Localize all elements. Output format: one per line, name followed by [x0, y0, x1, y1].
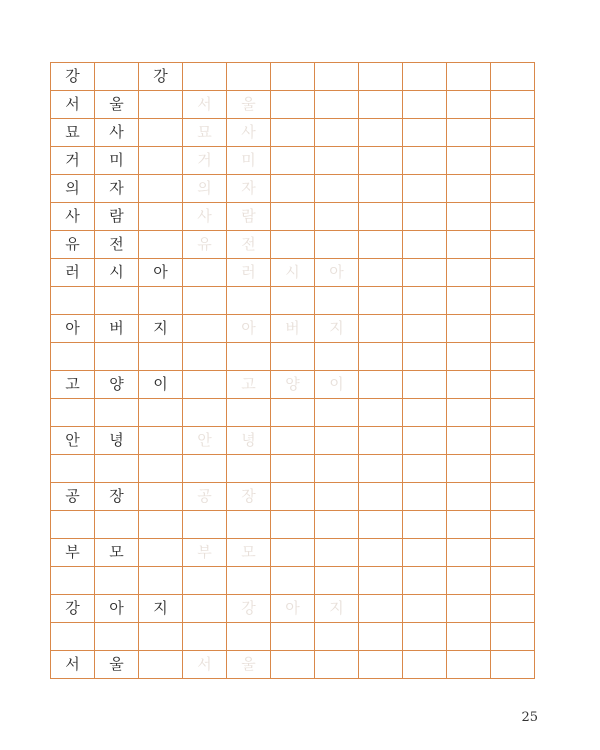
model-cell: 아 — [51, 315, 95, 343]
model-cell — [95, 511, 139, 539]
trace-cell — [447, 595, 491, 623]
trace-cell — [227, 511, 271, 539]
model-cell: 이 — [139, 371, 183, 399]
grid-row — [51, 287, 535, 315]
grid-row — [51, 511, 535, 539]
trace-cell — [447, 567, 491, 595]
trace-cell — [271, 567, 315, 595]
model-cell — [139, 567, 183, 595]
grid-row — [51, 623, 535, 651]
model-cell — [51, 511, 95, 539]
trace-cell — [491, 595, 535, 623]
trace-cell — [359, 91, 403, 119]
writing-practice-grid — [50, 62, 535, 679]
trace-cell — [491, 63, 535, 91]
model-cell: 유 — [51, 231, 95, 259]
trace-cell — [183, 315, 227, 343]
trace-cell — [491, 651, 535, 679]
grid-row — [51, 315, 535, 343]
model-cell — [95, 455, 139, 483]
trace-cell — [447, 623, 491, 651]
trace-cell — [271, 231, 315, 259]
trace-cell — [491, 259, 535, 287]
model-cell — [51, 567, 95, 595]
trace-cell — [359, 287, 403, 315]
trace-cell: 버 — [271, 315, 315, 343]
trace-cell — [359, 231, 403, 259]
grid-row — [51, 259, 535, 287]
model-cell — [95, 63, 139, 91]
model-cell: 강 — [139, 63, 183, 91]
trace-cell: 양 — [271, 371, 315, 399]
trace-cell — [315, 287, 359, 315]
trace-cell — [447, 231, 491, 259]
trace-cell — [491, 119, 535, 147]
trace-cell — [447, 175, 491, 203]
model-cell — [139, 651, 183, 679]
trace-cell: 거 — [183, 147, 227, 175]
trace-cell: 아 — [271, 595, 315, 623]
trace-cell: 지 — [315, 595, 359, 623]
grid-row — [51, 651, 535, 679]
grid-row — [51, 539, 535, 567]
model-cell — [95, 343, 139, 371]
model-cell: 서 — [51, 91, 95, 119]
trace-cell — [491, 371, 535, 399]
trace-cell — [491, 539, 535, 567]
trace-cell — [183, 399, 227, 427]
model-cell — [139, 91, 183, 119]
trace-cell — [403, 343, 447, 371]
grid-row — [51, 175, 535, 203]
trace-cell: 묘 — [183, 119, 227, 147]
model-cell — [51, 399, 95, 427]
model-cell — [95, 623, 139, 651]
trace-cell — [403, 147, 447, 175]
trace-cell — [183, 623, 227, 651]
trace-cell — [359, 595, 403, 623]
trace-cell — [447, 259, 491, 287]
trace-cell — [491, 343, 535, 371]
trace-cell — [359, 119, 403, 147]
trace-cell — [227, 287, 271, 315]
trace-cell — [315, 175, 359, 203]
trace-cell — [403, 91, 447, 119]
trace-cell — [403, 287, 447, 315]
trace-cell — [491, 287, 535, 315]
trace-cell — [271, 511, 315, 539]
trace-cell — [403, 483, 447, 511]
trace-cell — [271, 63, 315, 91]
grid-row — [51, 147, 535, 175]
grid-row — [51, 91, 535, 119]
model-cell — [95, 399, 139, 427]
model-cell — [139, 203, 183, 231]
trace-cell — [359, 427, 403, 455]
model-cell — [139, 427, 183, 455]
model-cell — [51, 287, 95, 315]
grid-row — [51, 427, 535, 455]
trace-cell — [359, 203, 403, 231]
model-cell — [51, 343, 95, 371]
trace-cell — [359, 483, 403, 511]
page-number: 25 — [521, 710, 538, 725]
trace-cell — [315, 623, 359, 651]
grid-row — [51, 231, 535, 259]
trace-cell — [315, 231, 359, 259]
trace-cell — [359, 399, 403, 427]
trace-cell — [447, 455, 491, 483]
trace-cell — [359, 651, 403, 679]
trace-cell — [403, 595, 447, 623]
trace-cell — [447, 287, 491, 315]
trace-cell — [491, 231, 535, 259]
trace-cell — [403, 259, 447, 287]
trace-cell — [403, 231, 447, 259]
trace-cell — [491, 399, 535, 427]
trace-cell — [491, 427, 535, 455]
trace-cell — [359, 63, 403, 91]
model-cell: 모 — [95, 539, 139, 567]
trace-cell — [183, 595, 227, 623]
model-cell: 장 — [95, 483, 139, 511]
grid-row — [51, 203, 535, 231]
model-cell: 강 — [51, 63, 95, 91]
model-cell: 러 — [51, 259, 95, 287]
model-cell — [139, 539, 183, 567]
model-cell: 사 — [51, 203, 95, 231]
model-cell — [139, 343, 183, 371]
grid-row — [51, 119, 535, 147]
model-cell: 울 — [95, 651, 139, 679]
trace-cell — [359, 511, 403, 539]
model-cell: 자 — [95, 175, 139, 203]
grid-row — [51, 595, 535, 623]
model-cell: 미 — [95, 147, 139, 175]
trace-cell: 공 — [183, 483, 227, 511]
trace-cell — [447, 483, 491, 511]
trace-cell — [315, 91, 359, 119]
trace-cell — [447, 343, 491, 371]
model-cell: 지 — [139, 595, 183, 623]
trace-cell — [447, 511, 491, 539]
trace-cell — [403, 175, 447, 203]
trace-cell — [403, 119, 447, 147]
trace-cell: 서 — [183, 91, 227, 119]
model-cell — [139, 399, 183, 427]
trace-cell: 녕 — [227, 427, 271, 455]
trace-cell — [271, 175, 315, 203]
trace-cell: 지 — [315, 315, 359, 343]
model-cell: 의 — [51, 175, 95, 203]
trace-cell — [183, 259, 227, 287]
grid-row — [51, 399, 535, 427]
model-cell: 사 — [95, 119, 139, 147]
trace-cell — [491, 147, 535, 175]
trace-cell — [183, 343, 227, 371]
trace-cell — [447, 427, 491, 455]
trace-cell — [315, 455, 359, 483]
grid-row — [51, 455, 535, 483]
trace-cell — [271, 539, 315, 567]
model-cell: 공 — [51, 483, 95, 511]
model-cell: 강 — [51, 595, 95, 623]
model-cell — [139, 287, 183, 315]
model-cell — [139, 483, 183, 511]
trace-cell: 부 — [183, 539, 227, 567]
trace-cell — [447, 119, 491, 147]
model-cell: 람 — [95, 203, 139, 231]
trace-cell — [271, 399, 315, 427]
trace-cell — [271, 623, 315, 651]
trace-cell — [403, 567, 447, 595]
trace-cell: 전 — [227, 231, 271, 259]
trace-cell — [403, 203, 447, 231]
trace-cell: 시 — [271, 259, 315, 287]
model-cell — [139, 455, 183, 483]
model-cell: 거 — [51, 147, 95, 175]
trace-cell — [403, 371, 447, 399]
trace-cell — [447, 315, 491, 343]
trace-cell — [359, 455, 403, 483]
trace-cell: 모 — [227, 539, 271, 567]
trace-cell — [491, 203, 535, 231]
trace-cell — [491, 455, 535, 483]
trace-cell — [271, 287, 315, 315]
trace-cell — [227, 343, 271, 371]
trace-cell — [403, 427, 447, 455]
trace-cell — [315, 399, 359, 427]
trace-cell: 사 — [183, 203, 227, 231]
model-cell: 지 — [139, 315, 183, 343]
trace-cell — [447, 147, 491, 175]
trace-cell — [227, 455, 271, 483]
model-cell — [51, 455, 95, 483]
trace-cell — [271, 455, 315, 483]
trace-cell — [315, 483, 359, 511]
trace-cell — [315, 539, 359, 567]
model-cell — [95, 287, 139, 315]
trace-cell — [403, 623, 447, 651]
trace-cell — [491, 175, 535, 203]
model-cell: 묘 — [51, 119, 95, 147]
trace-cell: 아 — [315, 259, 359, 287]
trace-cell — [447, 63, 491, 91]
trace-cell — [227, 567, 271, 595]
trace-cell — [359, 539, 403, 567]
trace-cell: 의 — [183, 175, 227, 203]
trace-cell — [403, 511, 447, 539]
trace-cell — [271, 203, 315, 231]
model-cell — [139, 511, 183, 539]
trace-cell — [491, 315, 535, 343]
trace-cell: 고 — [227, 371, 271, 399]
trace-cell — [359, 315, 403, 343]
trace-cell — [403, 651, 447, 679]
model-cell — [51, 623, 95, 651]
trace-cell — [447, 539, 491, 567]
trace-cell: 안 — [183, 427, 227, 455]
trace-cell — [403, 539, 447, 567]
trace-cell — [491, 567, 535, 595]
trace-cell — [315, 567, 359, 595]
trace-cell — [403, 399, 447, 427]
trace-cell: 서 — [183, 651, 227, 679]
trace-cell: 이 — [315, 371, 359, 399]
grid-row — [51, 483, 535, 511]
trace-cell: 울 — [227, 91, 271, 119]
trace-cell: 강 — [227, 595, 271, 623]
trace-cell — [359, 175, 403, 203]
trace-cell — [183, 567, 227, 595]
trace-cell — [271, 147, 315, 175]
trace-cell: 람 — [227, 203, 271, 231]
trace-cell — [359, 259, 403, 287]
trace-cell: 사 — [227, 119, 271, 147]
trace-cell: 장 — [227, 483, 271, 511]
trace-cell — [491, 623, 535, 651]
grid-row — [51, 63, 535, 91]
trace-cell — [271, 483, 315, 511]
trace-cell — [447, 399, 491, 427]
trace-cell — [447, 371, 491, 399]
trace-cell — [359, 147, 403, 175]
model-cell — [139, 623, 183, 651]
trace-cell — [183, 371, 227, 399]
trace-cell — [271, 343, 315, 371]
grid-row — [51, 567, 535, 595]
model-cell: 서 — [51, 651, 95, 679]
trace-cell — [227, 399, 271, 427]
trace-cell — [183, 455, 227, 483]
trace-cell: 러 — [227, 259, 271, 287]
trace-cell — [271, 91, 315, 119]
model-cell: 아 — [95, 595, 139, 623]
trace-cell — [447, 651, 491, 679]
model-cell — [139, 119, 183, 147]
trace-cell — [359, 371, 403, 399]
trace-cell — [315, 203, 359, 231]
trace-cell — [403, 63, 447, 91]
trace-cell — [403, 315, 447, 343]
trace-cell: 유 — [183, 231, 227, 259]
model-cell: 양 — [95, 371, 139, 399]
trace-cell — [183, 511, 227, 539]
model-cell: 시 — [95, 259, 139, 287]
trace-cell: 울 — [227, 651, 271, 679]
model-cell — [139, 231, 183, 259]
trace-cell — [491, 91, 535, 119]
trace-cell — [491, 511, 535, 539]
model-cell: 버 — [95, 315, 139, 343]
trace-cell — [315, 651, 359, 679]
trace-cell — [403, 455, 447, 483]
model-cell: 아 — [139, 259, 183, 287]
trace-cell — [315, 511, 359, 539]
trace-cell — [271, 651, 315, 679]
trace-cell — [271, 119, 315, 147]
trace-cell — [315, 427, 359, 455]
trace-cell — [227, 623, 271, 651]
grid-row — [51, 371, 535, 399]
trace-cell — [315, 119, 359, 147]
trace-cell: 미 — [227, 147, 271, 175]
trace-cell — [315, 343, 359, 371]
model-cell — [95, 567, 139, 595]
trace-cell — [315, 63, 359, 91]
trace-cell: 자 — [227, 175, 271, 203]
trace-cell — [315, 147, 359, 175]
model-cell: 녕 — [95, 427, 139, 455]
grid-row — [51, 343, 535, 371]
trace-cell — [183, 63, 227, 91]
model-cell: 부 — [51, 539, 95, 567]
model-cell — [139, 147, 183, 175]
trace-cell — [359, 343, 403, 371]
trace-cell — [271, 427, 315, 455]
model-cell: 울 — [95, 91, 139, 119]
trace-cell — [183, 287, 227, 315]
trace-cell — [447, 203, 491, 231]
trace-cell — [359, 623, 403, 651]
trace-cell: 아 — [227, 315, 271, 343]
model-cell: 전 — [95, 231, 139, 259]
trace-cell — [227, 63, 271, 91]
model-cell — [139, 175, 183, 203]
trace-cell — [447, 91, 491, 119]
trace-cell — [491, 483, 535, 511]
model-cell: 고 — [51, 371, 95, 399]
trace-cell — [359, 567, 403, 595]
grid-body — [51, 63, 535, 679]
model-cell: 안 — [51, 427, 95, 455]
